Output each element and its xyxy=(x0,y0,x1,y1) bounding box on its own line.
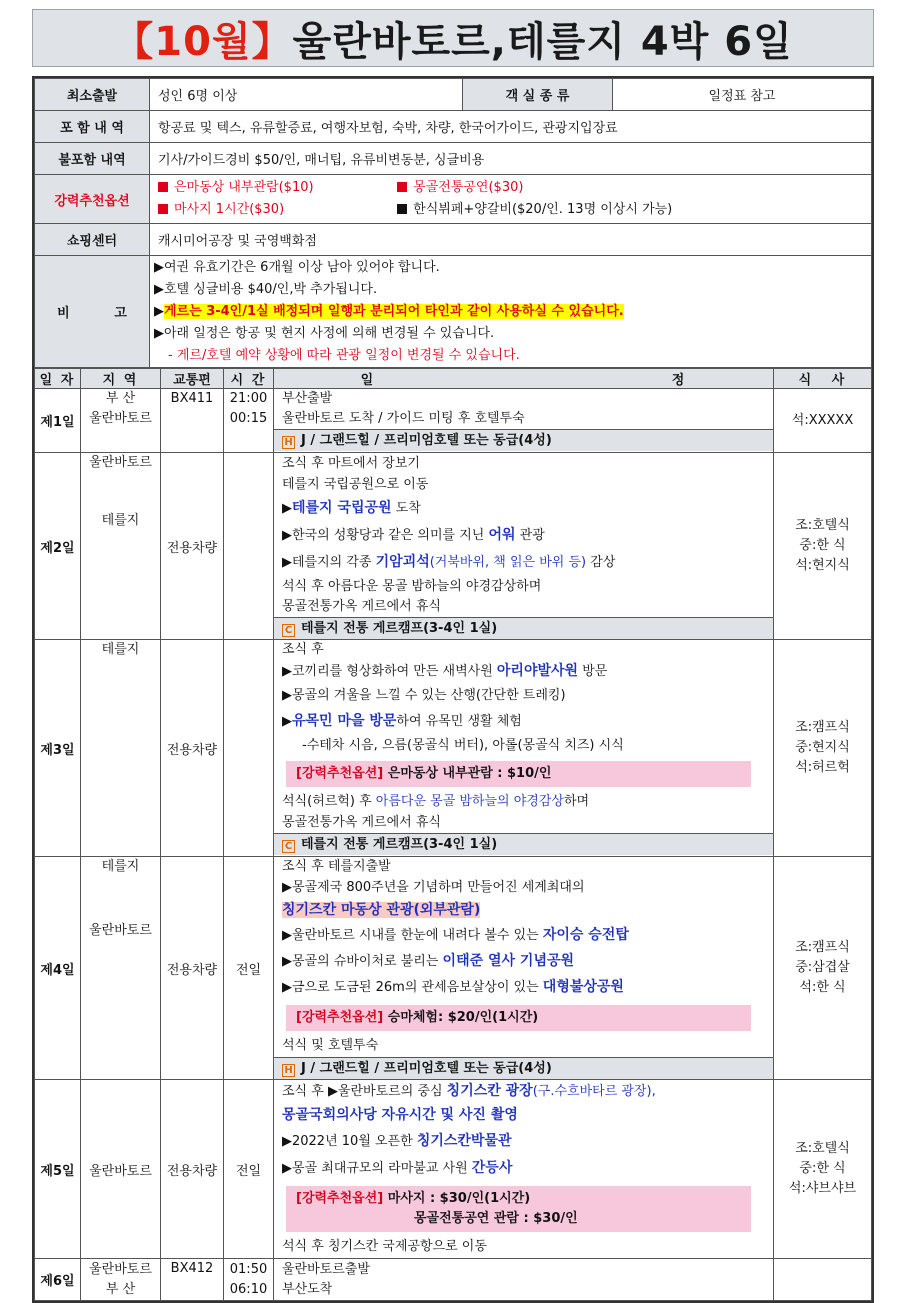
meal: 조:호텔식 xyxy=(795,1141,850,1156)
meal: 석:현지식 xyxy=(795,558,850,573)
accommodation xyxy=(274,429,773,451)
option-item: 마사지 1시간($30) xyxy=(174,202,285,217)
highlight-text: (거북바위, 책 읽은 바위 등) xyxy=(429,555,587,570)
excluded-label: 불포함 내역 xyxy=(35,143,150,175)
meal: 조:호텔식 xyxy=(795,518,850,533)
place: 부 산 xyxy=(105,391,136,406)
notes-label: 비 고 xyxy=(35,256,150,368)
note-item-highlight: 게르는 3-4인/1실 배정되며 일행과 분리되어 타인과 같이 사용하실 수 있습니다. xyxy=(164,303,624,319)
option-text: 몽골전통공연 관람 : $30/인 xyxy=(414,1211,578,1226)
text: ▶테를지의 각종 xyxy=(282,555,376,570)
accommodation-label: J / 그랜드힐 / 프리미엄호텔 또는 동급(4성) xyxy=(301,1061,552,1076)
itinerary-line xyxy=(274,922,773,949)
time: 00:15 xyxy=(229,411,268,426)
itinerary-line xyxy=(274,1128,773,1155)
text: 조식 후 ▶울란바토르의 중심 xyxy=(282,1084,447,1099)
note-item: ▶호텔 싱글비용 $40/인,박 추가됩니다. xyxy=(154,281,378,297)
note-item: ▶여권 유효기간은 6개월 이상 남아 있어야 합니다. xyxy=(154,259,440,275)
transport: 전용차량 xyxy=(161,1080,224,1259)
text: ▶코끼리를 형상화하여 만든 새벽사원 xyxy=(282,664,497,679)
time: 21:00 xyxy=(229,391,268,406)
accommodation xyxy=(274,617,773,639)
itinerary-line xyxy=(274,899,773,922)
highlight-text: 몽골국회의사당 자유시간 및 사진 촬영 xyxy=(282,1107,518,1123)
accommodation xyxy=(274,1057,773,1079)
meals-cell xyxy=(774,857,872,1080)
itinerary-line xyxy=(274,495,773,522)
itinerary-cell xyxy=(274,640,774,857)
recommended-option-box xyxy=(286,761,751,787)
highlight-text: 아리야발사원 xyxy=(496,663,579,679)
option-text: 은마동상 내부관람 : $10/인 xyxy=(383,766,552,781)
text: 방문 xyxy=(578,664,608,679)
itinerary-line xyxy=(274,708,773,735)
shopping-value: 캐시미어공장 및 국영백화점 xyxy=(150,224,872,256)
room-type-label: 객 실 종 류 xyxy=(463,79,613,111)
itinerary-line: 몽골전통가옥 게르에서 휴식 xyxy=(282,815,441,830)
transport: BX412 xyxy=(161,1259,224,1301)
included-value: 항공료 및 텍스, 유류할증료, 여행자보험, 숙박, 차량, 한국어가이드, 관광지입장료 xyxy=(150,111,872,143)
itinerary-line: 울란바토르 도착 / 가이드 미팅 후 호텔투숙 xyxy=(282,411,525,426)
text: ▶금으로 도금된 26m의 관세음보살상이 있는 xyxy=(282,980,543,995)
note-arrow: ▶ xyxy=(154,303,164,319)
meal: 석:샤브샤브 xyxy=(788,1181,857,1196)
camp-icon: C xyxy=(282,840,295,853)
arrow: ▶ xyxy=(282,501,292,516)
place: 테를지 xyxy=(101,859,140,874)
itinerary-line xyxy=(274,791,773,813)
highlight-text: 자이승 승전탑 xyxy=(542,927,629,943)
meal: 석:허르헉 xyxy=(795,760,850,775)
col-header-meals: 식 사 xyxy=(774,369,872,389)
schedule-table xyxy=(34,368,872,1301)
options-label: 강력추천옵션 xyxy=(35,175,150,224)
col-header-time: 시 간 xyxy=(224,369,274,389)
itinerary-line: 조식 후 테를지출발 xyxy=(282,859,391,874)
option-text: 승마체험: $20/인(1시간) xyxy=(383,1010,539,1025)
text: ▶몽골 최대규모의 라마불교 사원 xyxy=(282,1161,472,1176)
meals: 석:XXXXX xyxy=(774,389,872,453)
itinerary-line xyxy=(274,659,773,684)
itinerary-line xyxy=(274,1155,773,1182)
note-item: - 게르/호텔 예약 상황에 따라 관광 일정이 변경될 수 있습니다. xyxy=(168,347,520,363)
itinerary-line: 몽골전통가옥 게르에서 휴식 xyxy=(282,599,441,614)
itinerary-line: 부산출발 xyxy=(282,391,333,406)
itinerary-line: -수테차 시음, 으름(몽골식 버터), 아롤(몽골식 치즈) 시식 xyxy=(302,738,624,753)
itinerary-cell xyxy=(274,1080,774,1259)
meals-cell xyxy=(774,1259,872,1301)
meals-cell xyxy=(774,640,872,857)
accommodation-label: 테를지 전통 게르캠프(3-4인 1실) xyxy=(301,837,498,852)
itinerary-line: 울란바토르출발 xyxy=(282,1261,370,1277)
day-label: 제4일 xyxy=(35,857,81,1080)
option-item: 몽골전통공연($30) xyxy=(413,180,524,195)
meal: 중:한 식 xyxy=(799,538,846,553)
day-label: 제1일 xyxy=(35,389,81,453)
transport: 전용차량 xyxy=(161,453,224,640)
red-square-icon xyxy=(397,182,407,192)
highlight-text: 칭기스칸 광장 xyxy=(446,1083,533,1099)
place: 테를지 xyxy=(101,513,140,528)
transport: BX411 xyxy=(161,389,224,453)
place: 울란바토르 xyxy=(89,411,152,426)
red-square-icon xyxy=(158,204,168,214)
page-title xyxy=(32,9,874,67)
highlight-text: 테를지 국립공원 xyxy=(292,500,392,516)
itinerary-line: 석식 후 칭기스칸 국제공항으로 이동 xyxy=(282,1239,487,1254)
text: 감상 xyxy=(586,555,616,570)
text: ▶울란바토르 시내를 한눈에 내려다 볼수 있는 xyxy=(282,928,543,943)
place-cell xyxy=(81,857,161,1080)
itinerary-line xyxy=(274,1103,773,1128)
shopping-label: 쇼핑센터 xyxy=(35,224,150,256)
itinerary-line: 테를지 국립공원으로 이동 xyxy=(282,477,429,492)
black-square-icon xyxy=(397,204,407,214)
time-cell xyxy=(224,640,274,857)
highlight-text: 대형불상공원 xyxy=(542,979,624,995)
time-cell xyxy=(224,453,274,640)
notes-list xyxy=(150,256,872,368)
option-tag: [강력추천옵션] xyxy=(296,1191,384,1206)
place-cell xyxy=(81,640,161,857)
hotel-icon: H xyxy=(282,1064,295,1077)
transport: 전용차량 xyxy=(161,857,224,1080)
itinerary-line: ▶몽골의 겨울을 느낄 수 있는 산행(간단한 트레킹) xyxy=(282,688,566,703)
text: ▶한국의 성황당과 같은 의미를 지닌 xyxy=(282,528,489,543)
meals-cell xyxy=(774,453,872,640)
day-row xyxy=(35,1080,872,1259)
hotel-icon: H xyxy=(282,436,295,449)
highlight-text: 칭기스칸박물관 xyxy=(416,1133,512,1149)
note-item: ▶아래 일정은 항공 및 현지 사정에 의해 변경될 수 있습니다. xyxy=(154,325,495,341)
text: 석식(허르헉) 후 xyxy=(282,794,376,809)
red-square-icon xyxy=(158,182,168,192)
place-cell xyxy=(81,1259,161,1301)
place: 부 산 xyxy=(105,1281,136,1297)
meals-cell xyxy=(774,1080,872,1259)
time: 전일 xyxy=(224,1080,274,1259)
text: 하여 유목민 생활 체험 xyxy=(396,714,522,729)
highlight-text: 이태준 열사 기념공원 xyxy=(442,953,575,969)
room-type-value: 일정표 참고 xyxy=(613,79,872,111)
min-departure-label: 최소출발 xyxy=(35,79,150,111)
highlight-text: 간등사 xyxy=(471,1160,513,1176)
itinerary-line: 석식 후 아름다운 몽골 밤하늘의 야경감상하며 xyxy=(282,579,542,594)
time: 전일 xyxy=(224,857,274,1080)
accommodation-label: 테를지 전통 게르캠프(3-4인 1실) xyxy=(301,621,498,636)
option-text: 마사지 : $30/인(1시간) xyxy=(383,1191,531,1206)
text: 도착 xyxy=(391,501,421,516)
text: ▶2022년 10월 오픈한 xyxy=(282,1134,417,1149)
place: 울란바토르 xyxy=(89,923,152,938)
text: ▶몽골의 슈바이처로 불리는 xyxy=(282,954,443,969)
time: 06:10 xyxy=(229,1281,268,1297)
option-tag: [강력추천옵션] xyxy=(296,766,384,781)
place: 울란바토르 xyxy=(89,455,152,470)
title-month: 【10월】 xyxy=(113,18,293,65)
recommended-option-box xyxy=(286,1005,751,1031)
option-item: 한식뷔페+양갈비($20/인. 13명 이상시 가능) xyxy=(413,202,673,217)
itinerary-line xyxy=(274,1080,773,1103)
meal: 중:삼겹살 xyxy=(795,960,850,975)
day-row xyxy=(35,453,872,640)
itinerary-document xyxy=(32,76,874,1303)
min-departure-value: 성인 6명 이상 xyxy=(150,79,463,111)
itinerary-line: 석식 및 호텔투숙 xyxy=(282,1038,379,1053)
col-header-itinerary: 일 정 xyxy=(274,369,774,389)
recommended-option-box xyxy=(286,1186,751,1232)
day-row xyxy=(35,389,872,453)
place-cell xyxy=(81,453,161,640)
itinerary-line xyxy=(274,949,773,974)
text: 관광 xyxy=(515,528,545,543)
day-row xyxy=(35,1259,872,1301)
itinerary-cell xyxy=(274,453,774,640)
col-header-transport: 교통편 xyxy=(161,369,224,389)
excluded-value: 기사/가이드경비 $50/인, 매너팁, 유류비변동분, 싱글비용 xyxy=(150,143,872,175)
itinerary-cell xyxy=(274,389,774,453)
itinerary-line xyxy=(274,522,773,549)
place: 테를지 xyxy=(101,642,140,657)
highlight-text: 칭기즈칸 마동상 관광(외부관람) xyxy=(282,902,481,918)
arrow: ▶ xyxy=(282,714,292,729)
accommodation-label: J / 그랜드힐 / 프리미엄호텔 또는 동급(4성) xyxy=(301,433,552,448)
included-label: 포 함 내 역 xyxy=(35,111,150,143)
meal: 조:캠프식 xyxy=(795,940,850,955)
day-label: 제2일 xyxy=(35,453,81,640)
itinerary-line xyxy=(274,549,773,576)
place-cell xyxy=(81,389,161,453)
itinerary-line: 조식 후 xyxy=(282,642,324,657)
itinerary-line: ▶몽골제국 800주년을 기념하며 만들어진 세계최대의 xyxy=(282,880,585,895)
meal: 중:한 식 xyxy=(799,1161,846,1176)
day-label: 제6일 xyxy=(35,1259,81,1301)
highlight-text: (구.수흐바타르 광장), xyxy=(532,1084,656,1099)
day-label: 제3일 xyxy=(35,640,81,857)
meal: 조:캠프식 xyxy=(795,720,850,735)
col-header-place: 지 역 xyxy=(81,369,161,389)
transport: 전용차량 xyxy=(161,640,224,857)
place: 울란바토르 xyxy=(81,1080,161,1259)
info-table xyxy=(34,78,872,368)
day-row xyxy=(35,640,872,857)
highlight-text: 아름다운 몽골 밤하늘의 야경감상 xyxy=(375,794,564,809)
option-item: 은마동상 내부관람($10) xyxy=(174,180,314,195)
itinerary-cell xyxy=(274,857,774,1080)
accommodation xyxy=(274,833,773,855)
day-label: 제5일 xyxy=(35,1080,81,1259)
time-cell xyxy=(224,389,274,453)
title-main: 울란바토르,테를지 4박 6일 xyxy=(292,18,793,65)
itinerary-line: 조식 후 마트에서 장보기 xyxy=(282,456,420,471)
options-list xyxy=(150,175,872,224)
highlight-text: 기암괴석 xyxy=(375,554,430,570)
text: 하며 xyxy=(563,794,590,809)
highlight-text: 유목민 마을 방문 xyxy=(292,713,397,729)
meal: 석:한 식 xyxy=(799,980,846,995)
highlight-text: 어워 xyxy=(488,527,516,543)
meal: 중:현지식 xyxy=(795,740,850,755)
option-tag: [강력추천옵션] xyxy=(296,1010,384,1025)
time: 01:50 xyxy=(229,1261,268,1277)
itinerary-line xyxy=(274,974,773,1001)
itinerary-line: 부산도착 xyxy=(282,1281,333,1297)
time-cell xyxy=(224,1259,274,1301)
itinerary-cell xyxy=(274,1259,774,1301)
col-header-day: 일 자 xyxy=(35,369,81,389)
day-row xyxy=(35,857,872,1080)
place: 울란바토르 xyxy=(89,1261,152,1277)
camp-icon: C xyxy=(282,624,295,637)
